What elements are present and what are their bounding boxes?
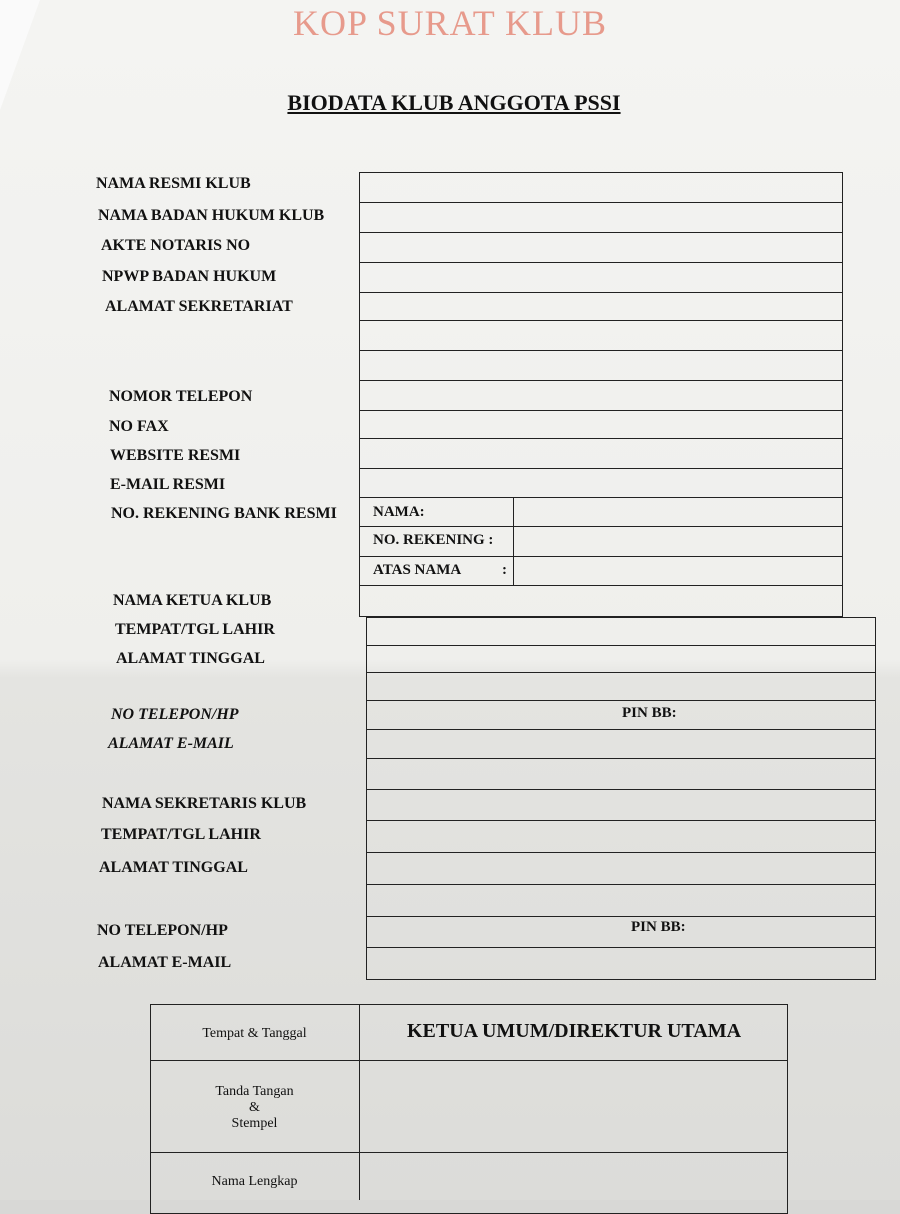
row-line <box>366 789 876 790</box>
row-line <box>150 1060 788 1061</box>
ketua-umum-label: KETUA UMUM/DIREKTUR UTAMA <box>406 1020 742 1042</box>
sekretaris-pin-bb-label: PIN BB: <box>631 919 686 935</box>
label-ketua-telepon: NO TELEPON/HP <box>111 706 239 723</box>
tanda-tangan-label <box>150 1084 359 1132</box>
label-ketua-ttl: TEMPAT/TGL LAHIR <box>115 621 275 638</box>
row-line <box>359 232 843 233</box>
row-line <box>366 729 876 730</box>
row-line <box>366 884 876 885</box>
form-title: BIODATA KLUB ANGGOTA PSSI <box>287 90 621 115</box>
row-line <box>366 947 876 948</box>
row-line <box>359 468 843 469</box>
label-nama-badan-hukum: NAMA BADAN HUKUM KLUB <box>98 207 325 224</box>
row-line <box>366 758 876 759</box>
ketua-pin-bb-label: PIN BB: <box>622 705 677 721</box>
bank-atas-nama-colon: : <box>502 562 507 578</box>
row-line <box>359 202 843 203</box>
row-line <box>359 292 843 293</box>
row-line <box>366 820 876 821</box>
label-sekretaris-alamat: ALAMAT TINGGAL <box>99 859 248 876</box>
label-nomor-telepon: NOMOR TELEPON <box>109 388 253 405</box>
label-sekretaris-telepon: NO TELEPON/HP <box>97 922 228 939</box>
label-ketua-email: ALAMAT E-MAIL <box>108 735 234 752</box>
label-nama-resmi-klub: NAMA RESMI KLUB <box>96 175 251 192</box>
ttd-line-2: & <box>249 1100 260 1115</box>
row-line <box>359 380 843 381</box>
label-rekening-bank: NO. REKENING BANK RESMI <box>111 505 337 522</box>
label-ketua-alamat: ALAMAT TINGGAL <box>116 650 265 667</box>
label-sekretaris-email: ALAMAT E-MAIL <box>98 954 232 971</box>
label-no-fax: NO FAX <box>109 418 169 435</box>
row-line <box>359 262 843 263</box>
bank-divider <box>513 497 514 585</box>
letterhead-placeholder: KOP SURAT KLUB <box>292 3 608 43</box>
row-line <box>366 672 876 673</box>
row-line <box>366 916 876 917</box>
bank-atas-nama-label: ATAS NAMA <box>373 562 462 578</box>
row-line <box>150 1152 788 1153</box>
row-line <box>359 320 843 321</box>
label-npwp: NPWP BADAN HUKUM <box>102 268 277 285</box>
row-line <box>359 497 843 498</box>
label-nama-sekretaris: NAMA SEKRETARIS KLUB <box>102 795 307 812</box>
ttd-line-3: Stempel <box>231 1116 278 1131</box>
ttd-line-1: Tanda Tangan <box>215 1084 294 1099</box>
row-line <box>359 556 843 557</box>
label-alamat-sekretariat: ALAMAT SEKRETARIAT <box>105 298 293 315</box>
label-website: WEBSITE RESMI <box>110 447 241 464</box>
label-nama-ketua: NAMA KETUA KLUB <box>113 592 272 609</box>
row-line <box>366 700 876 701</box>
label-sekretaris-ttl: TEMPAT/TGL LAHIR <box>101 826 261 843</box>
tempat-tanggal-label: Tempat & Tanggal <box>202 1026 307 1041</box>
row-line <box>359 410 843 411</box>
nama-lengkap-label: Nama Lengkap <box>211 1174 298 1189</box>
row-line <box>359 350 843 351</box>
label-akte-notaris: AKTE NOTARIS NO <box>101 237 251 254</box>
row-line <box>359 585 843 586</box>
bank-rekening-label: NO. REKENING : <box>373 532 494 548</box>
bank-nama-label: NAMA: <box>373 504 425 520</box>
row-line <box>359 526 843 527</box>
club-info-table <box>359 172 843 617</box>
label-email-resmi: E-MAIL RESMI <box>110 476 226 493</box>
row-line <box>359 438 843 439</box>
row-line <box>366 645 876 646</box>
row-line <box>366 852 876 853</box>
